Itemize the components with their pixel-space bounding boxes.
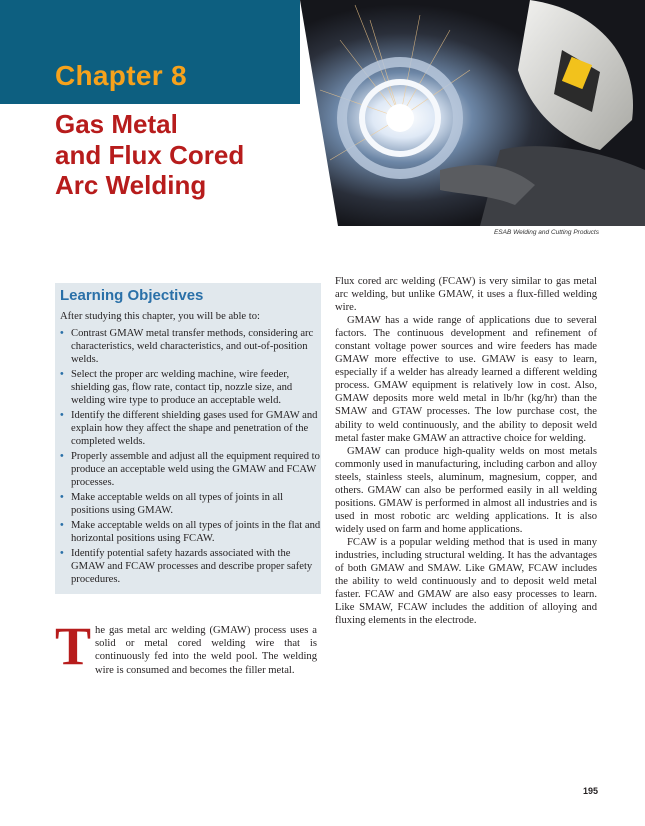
- drop-cap: T: [55, 616, 92, 676]
- objective-item: • Identify potential safety hazards associated with the GMAW and FCAW processes and describe proper safety procedures.: [60, 547, 323, 586]
- welder-photo: [300, 0, 645, 226]
- body-paragraph: GMAW has a wide range of applications due to several factors. The continuous development and refinement of constant voltage power sources and wire feeders has made GMAW more effective to use. GMAW is easy to learn, especially if a welder has already learned a different welding process. GMAW equipment is relatively low in cost. Also, GMAW deposits more weld metal in lb/hr (kg/hr) than the SMAW and GTAW processes. The low purchase cost, the ability to weld continuously, and the ability to deposit weld metal faster make GMAW an attractive choice for welding.: [335, 315, 597, 444]
- objective-item: • Make acceptable welds on all types of joints in all positions using GMAW.: [60, 491, 323, 517]
- chapter-title-line: and Flux Cored: [55, 139, 245, 170]
- objective-item: • Make acceptable welds on all types of joints in the flat and horizontal positions using FCAW.: [60, 519, 323, 545]
- objectives-intro: After studying this chapter, you will be able to:: [60, 311, 260, 322]
- intro-paragraph: [55, 616, 317, 677]
- body-paragraph: Flux cored arc welding (FCAW) is very similar to gas metal arc welding, but unlike GMAW, it uses a flux-filled welding wire.: [335, 276, 597, 314]
- chapter-title-line: Arc Welding: [55, 170, 207, 200]
- objectives-list: [60, 327, 321, 586]
- objective-item: • Identify the different shielding gases used for GMAW and explain how they affect the shape and penetration of the completed welds.: [60, 409, 323, 448]
- page-number: 195: [582, 786, 598, 796]
- chapter-label: Chapter 8: [55, 60, 187, 91]
- body-paragraph: GMAW can produce high-quality welds on most metals commonly used in manufacturing, including carbon and alloy steels, stainless steels, aluminum, magnesium, copper, and others. GMAW can also be performed easily in all welding positions. GMAW is performed in almost all industries and is used in most robotic arc welding applications. It is also widely used on farm and home applications.: [335, 445, 597, 535]
- body-column-right: [335, 275, 597, 627]
- photo-credit: ESAB Welding and Cutting Products: [493, 229, 599, 236]
- objectives-heading: Learning Objectives: [60, 287, 204, 304]
- chapter-title: [55, 109, 244, 201]
- objective-item: • Contrast GMAW metal transfer methods, considering arc characteristics, weld characteristics, and out-of-position welds.: [60, 327, 323, 366]
- chapter-title-line: Gas Metal: [55, 109, 178, 139]
- objective-item: • Properly assemble and adjust all the equipment required to produce an acceptable weld using the GMAW and FCAW processes.: [60, 450, 323, 489]
- body-paragraph: FCAW is a popular welding method that is used in many industries, including structural welding. It has the advantages of both GMAW and SMAW. Like GMAW, FCAW includes the ability to weld continuously and to deposit weld metal faster. FCAW and GMAW are also easy processes to learn. Like SMAW, FCAW includes the addition of alloying and fluxing elements in the electrode.: [335, 536, 597, 627]
- learning-objectives-box: [55, 283, 321, 594]
- objective-item: • Select the proper arc welding machine, wire feeder, shielding gas, flow rate, contact tip, nozzle size, and welding wire type to produce an acceptable weld.: [60, 368, 323, 407]
- intro-text: he gas metal arc welding (GMAW) process uses a solid or metal cored welding wire that is continuously fed into the weld pool. The welding wire is consumed and becomes the filler metal.: [95, 625, 317, 676]
